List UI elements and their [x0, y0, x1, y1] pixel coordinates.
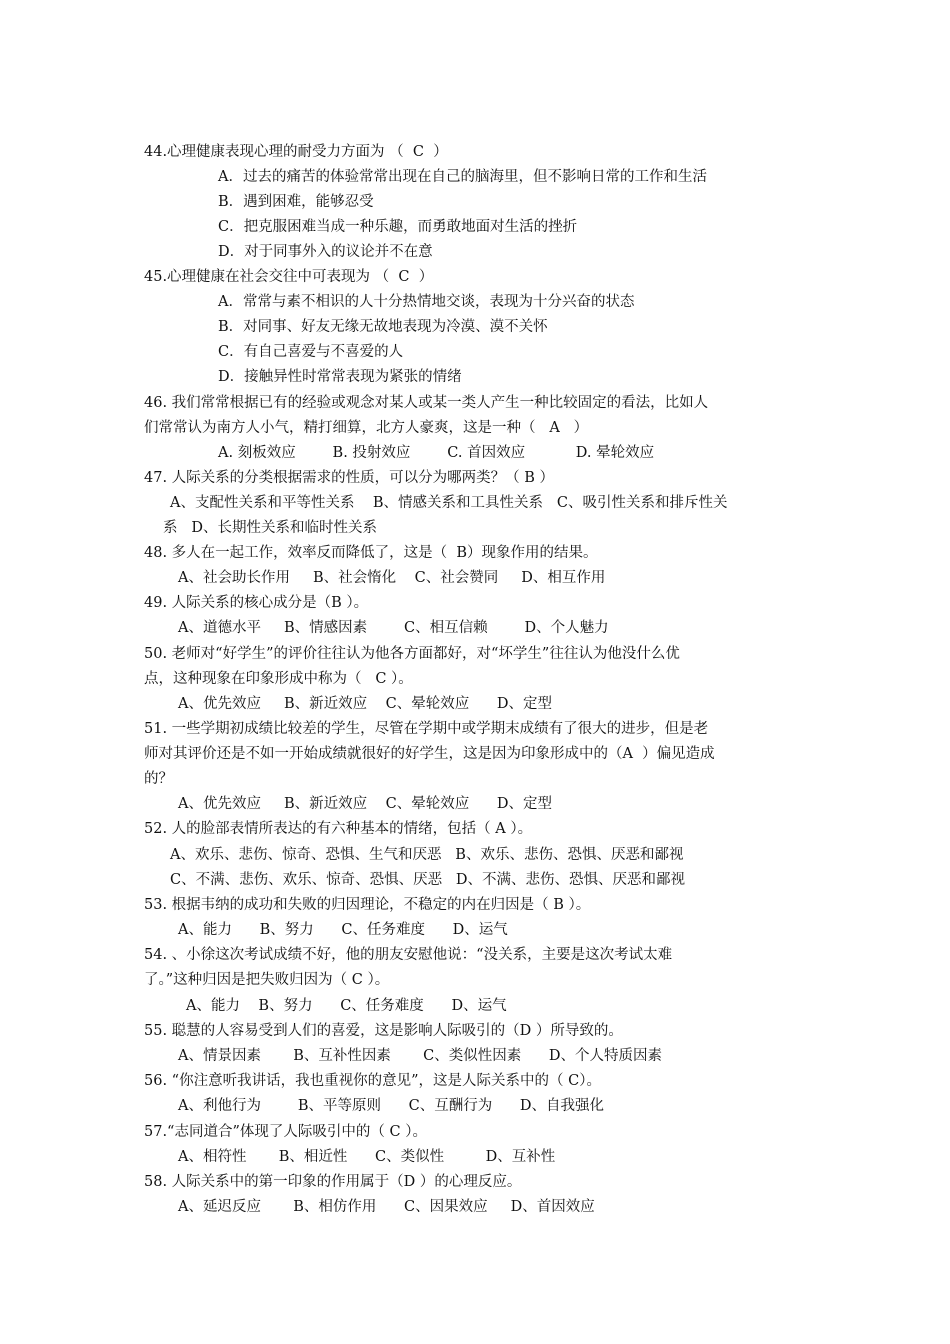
question-54-options: A、能力 B、努力 C、任务难度 D、运气 — [186, 998, 507, 1014]
question-45-option-c: C．有自己喜爱与不喜爱的人 — [218, 344, 404, 360]
question-52-options-line-1: A、欢乐、悲伤、惊奇、恐惧、生气和厌恶 B、欢乐、悲伤、恐惧、厌恶和鄙视 — [170, 847, 684, 863]
question-48-stem: 48. 多人在一起工作，效率反而降低了，这是（ B）现象作用的结果。 — [144, 545, 598, 561]
question-46-stem-line-2: 们常常认为南方人小气，精打细算，北方人豪爽，这是一种（ A ） — [144, 420, 589, 436]
question-44-option-d: D．对于同事外入的议论并不在意 — [218, 244, 433, 260]
question-46-options: A. 刻板效应 B. 投射效应 C. 首因效应 D. 晕轮效应 — [218, 445, 655, 461]
question-54-stem-line-1: 54. 、小徐这次考试成绩不好，他的朋友安慰他说：“没关系，主要是这次考试太难 — [144, 947, 673, 963]
question-56-options: A、利他行为 B、平等原则 C、互酬行为 D、自我强化 — [178, 1098, 605, 1114]
question-52-stem: 52. 人的脸部表情所表达的有六种基本的情绪，包括（ A ）。 — [144, 821, 533, 837]
question-44-option-c: C．把克服困难当成一种乐趣，而勇敢地面对生活的挫折 — [218, 219, 578, 235]
question-55-options: A、情景因素 B、互补性因素 C、类似性因素 D、个人特质因素 — [178, 1048, 663, 1064]
question-44-option-a: A．过去的痛苦的体验常常出现在自己的脑海里，但不影响日常的工作和生活 — [218, 169, 707, 185]
question-56-stem: 56. “你注意听我讲话，我也重视你的意见”，这是人际关系中的（ C）。 — [144, 1073, 601, 1089]
question-44-option-b: B．遇到困难，能够忍受 — [218, 194, 374, 210]
question-46-stem-line-1: 46. 我们常常根据已有的经验或观念对某人或某一类人产生一种比较固定的看法，比如人 — [144, 395, 709, 411]
question-57-options: A、相符性 B、相近性 C、类似性 D、互补性 — [178, 1149, 556, 1165]
question-45-option-d: D．接触异性时常常表现为紧张的情绪 — [218, 369, 462, 385]
question-49-stem: 49. 人际关系的核心成分是（B ）。 — [144, 595, 369, 611]
question-54-stem-line-2: 了。”这种归因是把失败归因为（ C ）。 — [144, 972, 390, 988]
question-47-options-line-2: 系 D、长期性关系和临时性关系 — [163, 520, 377, 536]
question-45-stem: 45.心理健康在社会交往中可表现为 （ C ） — [144, 269, 434, 285]
question-51-stem-line-1: 51. 一些学期初成绩比较差的学生，尽管在学期中或学期末成绩有了很大的进步，但是老 — [144, 721, 709, 737]
question-50-stem-line-1: 50. 老师对“好学生”的评价往往认为他各方面都好，对“坏学生”往往认为他没什么优 — [144, 646, 680, 662]
question-45-option-b: B．对同事、好友无缘无故地表现为冷漠、漠不关怀 — [218, 319, 548, 335]
question-53-stem: 53. 根据韦纳的成功和失败的归因理论，不稳定的内在归因是（ B ）。 — [144, 897, 591, 913]
question-58-options: A、延迟反应 B、相仿作用 C、因果效应 D、首因效应 — [178, 1199, 595, 1215]
question-47-stem: 47. 人际关系的分类根据需求的性质，可以分为哪两类？（ B ） — [144, 470, 555, 486]
question-44-stem: 44.心理健康表现心理的耐受力方面为 （ C ） — [144, 144, 448, 160]
question-51-stem-line-2: 师对其评价还是不如一开始成绩就很好的好学生，这是因为印象形成中的（A ）偏见造成 — [144, 746, 715, 762]
question-50-stem-line-2: 点，这种现象在印象形成中称为（ C ）。 — [144, 671, 413, 687]
question-49-options: A、道德水平 B、情感因素 C、相互信赖 D、个人魅力 — [178, 620, 609, 636]
question-52-options-line-2: C、不满、悲伤、欢乐、惊奇、恐惧、厌恶 D、不满、悲伤、恐惧、厌恶和鄙视 — [170, 872, 686, 888]
question-51-stem-line-3: 的？ — [144, 771, 173, 787]
question-55-stem: 55. 聪慧的人容易受到人们的喜爱，这是影响人际吸引的（D ）所导致的。 — [144, 1023, 623, 1039]
question-51-options: A、优先效应 B、新近效应 C、晕轮效应 D、定型 — [178, 796, 552, 812]
question-58-stem: 58. 人际关系中的第一印象的作用属于（D ）的心理反应。 — [144, 1174, 522, 1190]
question-47-options-line-1: A、支配性关系和平等性关系 B、情感关系和工具性关系 C、吸引性关系和排斥性关 — [170, 495, 728, 511]
question-57-stem: 57.“志同道合”体现了人际吸引中的（ C ）。 — [144, 1124, 427, 1140]
question-45-option-a: A．常常与素不相识的人十分热情地交谈，表现为十分兴奋的状态 — [218, 294, 635, 310]
question-50-options: A、优先效应 B、新近效应 C、晕轮效应 D、定型 — [178, 696, 552, 712]
question-53-options: A、能力 B、努力 C、任务难度 D、运气 — [178, 922, 508, 938]
question-48-options: A、社会助长作用 B、社会惰化 C、社会赞同 D、相互作用 — [178, 570, 606, 586]
